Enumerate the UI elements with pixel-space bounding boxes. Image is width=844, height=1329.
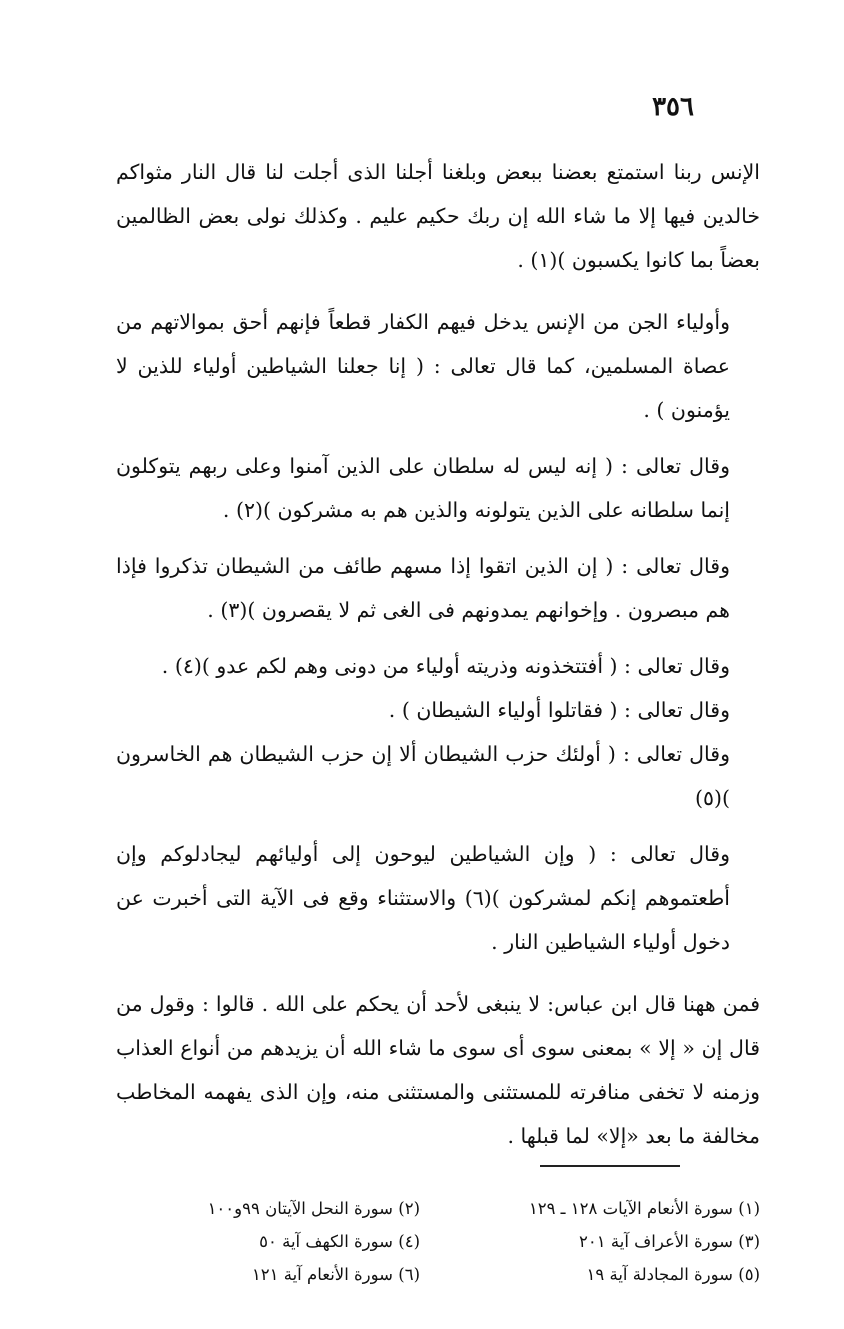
paragraph-devils-inspire: وقال تعالى : ( وإن الشياطين ليوحون إلى أوليائهم ليجادلوكم وإن أطعتموهم إنكم لمشركون )(٦) والاستثناء وقع فى الآية التى أخبرت عن دخول أولياء الشياطين النار .	[116, 842, 730, 954]
paragraph-take-him-as-ally: وقال تعالى : ( أفتتخذونه وذريته أولياء من دونى وهم لكم عدو )(٤) .	[161, 654, 730, 678]
footnote-4: (٤) سورة الكهف آية ٥٠	[259, 1232, 420, 1251]
footnote-row	[110, 1192, 760, 1225]
paragraph-quran-verse-end: الإنس ربنا استمتع بعضنا ببعض وبلغنا أجلنا الذى أجلت لنا قال النار مثواكم خالدين فيها إلا ما شاء الله إن ربك حكيم عليم . وكذلك نولى بعض الظالمين بعضاً بما كانوا يكسبون )(١) .	[116, 160, 760, 272]
footnote-6: (٦) سورة الأنعام آية ١٢١	[251, 1265, 420, 1284]
footnote-divider	[540, 1165, 680, 1167]
paragraph-jinn-allies: وأولياء الجن من الإنس يدخل فيهم الكفار قطعاً فإنهم أحق بموالاتهم من عصاة المسلمين، كما قال تعالى : ( إنا جعلنا الشياطين أولياء للذين لا يؤمنون ) .	[116, 310, 730, 422]
paragraph-no-authority: وقال تعالى : ( إنه ليس له سلطان على الذين آمنوا وعلى ربهم يتوكلون إنما سلطانه على الذين يتولونه والذين هم به مشركون )(٢) .	[116, 454, 730, 522]
footnote-row	[110, 1258, 760, 1291]
page-number: ٣٥٦	[652, 92, 694, 122]
body-text	[116, 150, 760, 1158]
footnote-3: (٣) سورة الأعراف آية ٢٠١	[579, 1232, 760, 1251]
footnote-row	[110, 1225, 760, 1258]
paragraph-those-who-fear: وقال تعالى : ( إن الذين اتقوا إذا مسهم طائف من الشيطان تذكروا فإذا هم مبصرون . وإخوانهم يمدونهم فى الغى ثم لا يقصرون )(٣) .	[116, 554, 730, 622]
footnote-1: (١) سورة الأنعام الآيات ١٢٨ ـ ١٢٩	[528, 1199, 760, 1218]
footnote-2: (٢) سورة النحل الآيتان ٩٩و١٠٠	[207, 1199, 420, 1218]
footnote-5: (٥) سورة المجادلة آية ١٩	[586, 1265, 760, 1284]
paragraph-ibn-abbas: فمن ههنا قال ابن عباس: لا ينبغى لأحد أن يحكم على الله . قالوا : وقول من قال إن « إلا » بمعنى سوى أى سوى ما شاء الله أن يزيدهم من أنواع العذاب وزمنه لا تخفى منافرته للمستثنى والمستثنى منه، وإن الذى يفهمه المخاطب مخالفة ما بعد «إلا» لما قبلها .	[116, 992, 760, 1148]
footnotes	[110, 1192, 760, 1291]
paragraph-fight-allies: وقال تعالى : ( فقاتلوا أولياء الشيطان ) .	[388, 698, 730, 722]
paragraph-party-of-satan: وقال تعالى : ( أولئك حزب الشيطان ألا إن حزب الشيطان هم الخاسرون )(٥)	[116, 742, 730, 810]
